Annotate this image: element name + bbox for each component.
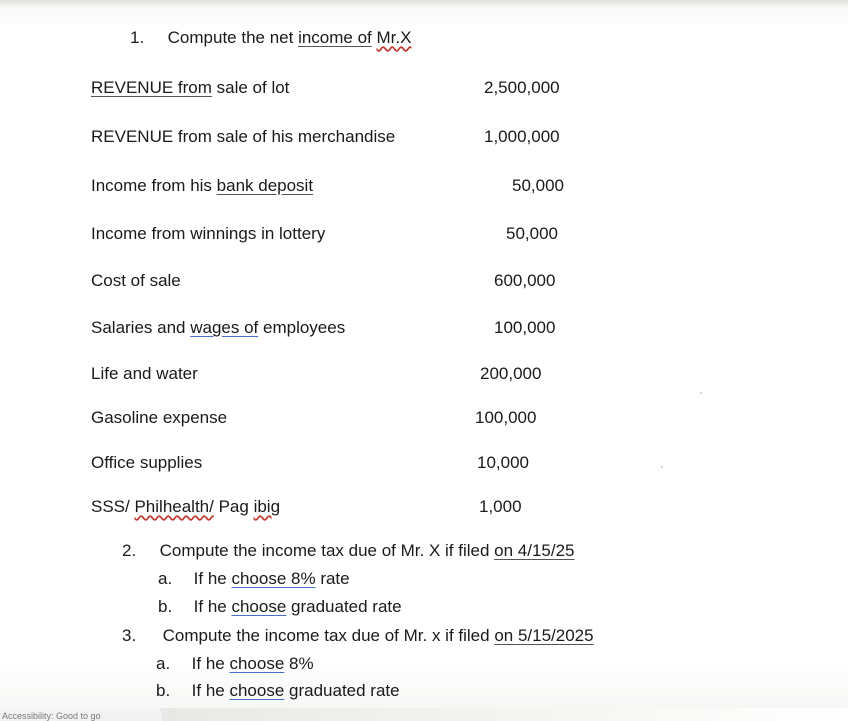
question-3b-underlined: choose <box>229 681 285 700</box>
question-3a-rest: 8% <box>284 654 314 673</box>
row-revenue-merch-label: REVENUE from sale of his merchandise <box>91 127 396 146</box>
question-3a <box>156 654 314 674</box>
row-gasoline-value: 100,000 <box>475 408 537 427</box>
question-3-text: Compute the income tax due of Mr. x if filed <box>162 626 495 645</box>
question-2b-underlined: choose <box>231 597 287 616</box>
question-2a <box>158 569 350 589</box>
question-3a-letter: a. <box>156 654 171 673</box>
speck <box>700 392 702 394</box>
question-2b-rest: graduated rate <box>286 597 402 616</box>
question-2a-underlined: choose 8% <box>231 569 316 588</box>
row-life-water-label: Life and water <box>91 364 198 383</box>
question-3b-pre: If he <box>191 681 230 700</box>
question-2a-pre: If he <box>193 569 232 588</box>
question-2b <box>158 597 402 617</box>
row-salaries-label <box>91 318 345 338</box>
question-1-number: 1. <box>130 28 145 47</box>
row-sss-label <box>91 497 280 517</box>
status-bar-accessibility[interactable]: Accessibility: Good to go <box>0 711 162 721</box>
row-gasoline-label: Gasoline expense <box>91 408 228 427</box>
question-1-mrx: Mr.X <box>376 28 412 47</box>
row-revenue-merch-value: 1,000,000 <box>484 127 560 146</box>
question-2b-letter: b. <box>158 597 173 616</box>
row-revenue-lot-underlined: REVENUE from <box>91 78 212 97</box>
row-lottery-label: Income from winnings in lottery <box>91 224 326 243</box>
row-salaries-rest: employees <box>258 318 346 337</box>
bottom-shadow <box>160 708 848 721</box>
row-revenue-lot-rest: sale of lot <box>211 78 290 97</box>
row-cost-of-sale-value: 600,000 <box>494 271 556 290</box>
speck <box>661 466 663 468</box>
row-lottery-value: 50,000 <box>506 224 558 243</box>
question-3-number: 3. <box>122 626 137 645</box>
question-2a-letter: a. <box>158 569 173 588</box>
row-salaries-pre: Salaries and <box>91 318 191 337</box>
question-3a-pre: If he <box>191 654 230 673</box>
row-sss-value: 1,000 <box>479 497 522 516</box>
row-office-supplies-value: 10,000 <box>477 453 529 472</box>
row-bank-deposit-underlined: bank deposit <box>216 176 314 195</box>
top-edge-shadow <box>0 0 848 8</box>
row-sss-pre: SSS/ <box>91 497 135 516</box>
row-salaries-value: 100,000 <box>494 318 556 337</box>
row-bank-deposit-value: 50,000 <box>512 176 564 195</box>
question-3b-rest: graduated rate <box>284 681 400 700</box>
row-sss-mid: Pag <box>213 497 254 516</box>
row-revenue-lot-value: 2,500,000 <box>484 78 560 97</box>
question-1-text: Compute the net <box>167 28 299 47</box>
question-3 <box>122 626 594 646</box>
question-1 <box>130 28 411 48</box>
row-cost-of-sale-label: Cost of sale <box>91 271 181 290</box>
question-2-text: Compute the income tax due of Mr. X if filed <box>159 541 495 560</box>
question-3a-underlined: choose <box>229 654 285 673</box>
row-bank-deposit-pre: Income from his <box>91 176 217 195</box>
question-1-underlined-income: income of <box>298 28 372 47</box>
row-office-supplies-label: Office supplies <box>91 453 203 472</box>
question-3-date: on 5/15/2025 <box>494 626 594 645</box>
row-life-water-value: 200,000 <box>480 364 542 383</box>
question-2-date: on 4/15/25 <box>494 541 575 560</box>
question-2 <box>122 541 575 561</box>
row-revenue-lot-label <box>91 78 289 98</box>
row-sss-philhealth: Philhealth/ <box>134 497 214 516</box>
row-salaries-underlined: wages of <box>190 318 259 337</box>
question-3b <box>156 681 400 701</box>
question-2a-rest: rate <box>315 569 350 588</box>
row-sss-ibig: ibig <box>253 497 281 516</box>
row-bank-deposit-label <box>91 176 313 196</box>
question-2-number: 2. <box>122 541 137 560</box>
question-3b-letter: b. <box>156 681 171 700</box>
question-2b-pre: If he <box>193 597 232 616</box>
